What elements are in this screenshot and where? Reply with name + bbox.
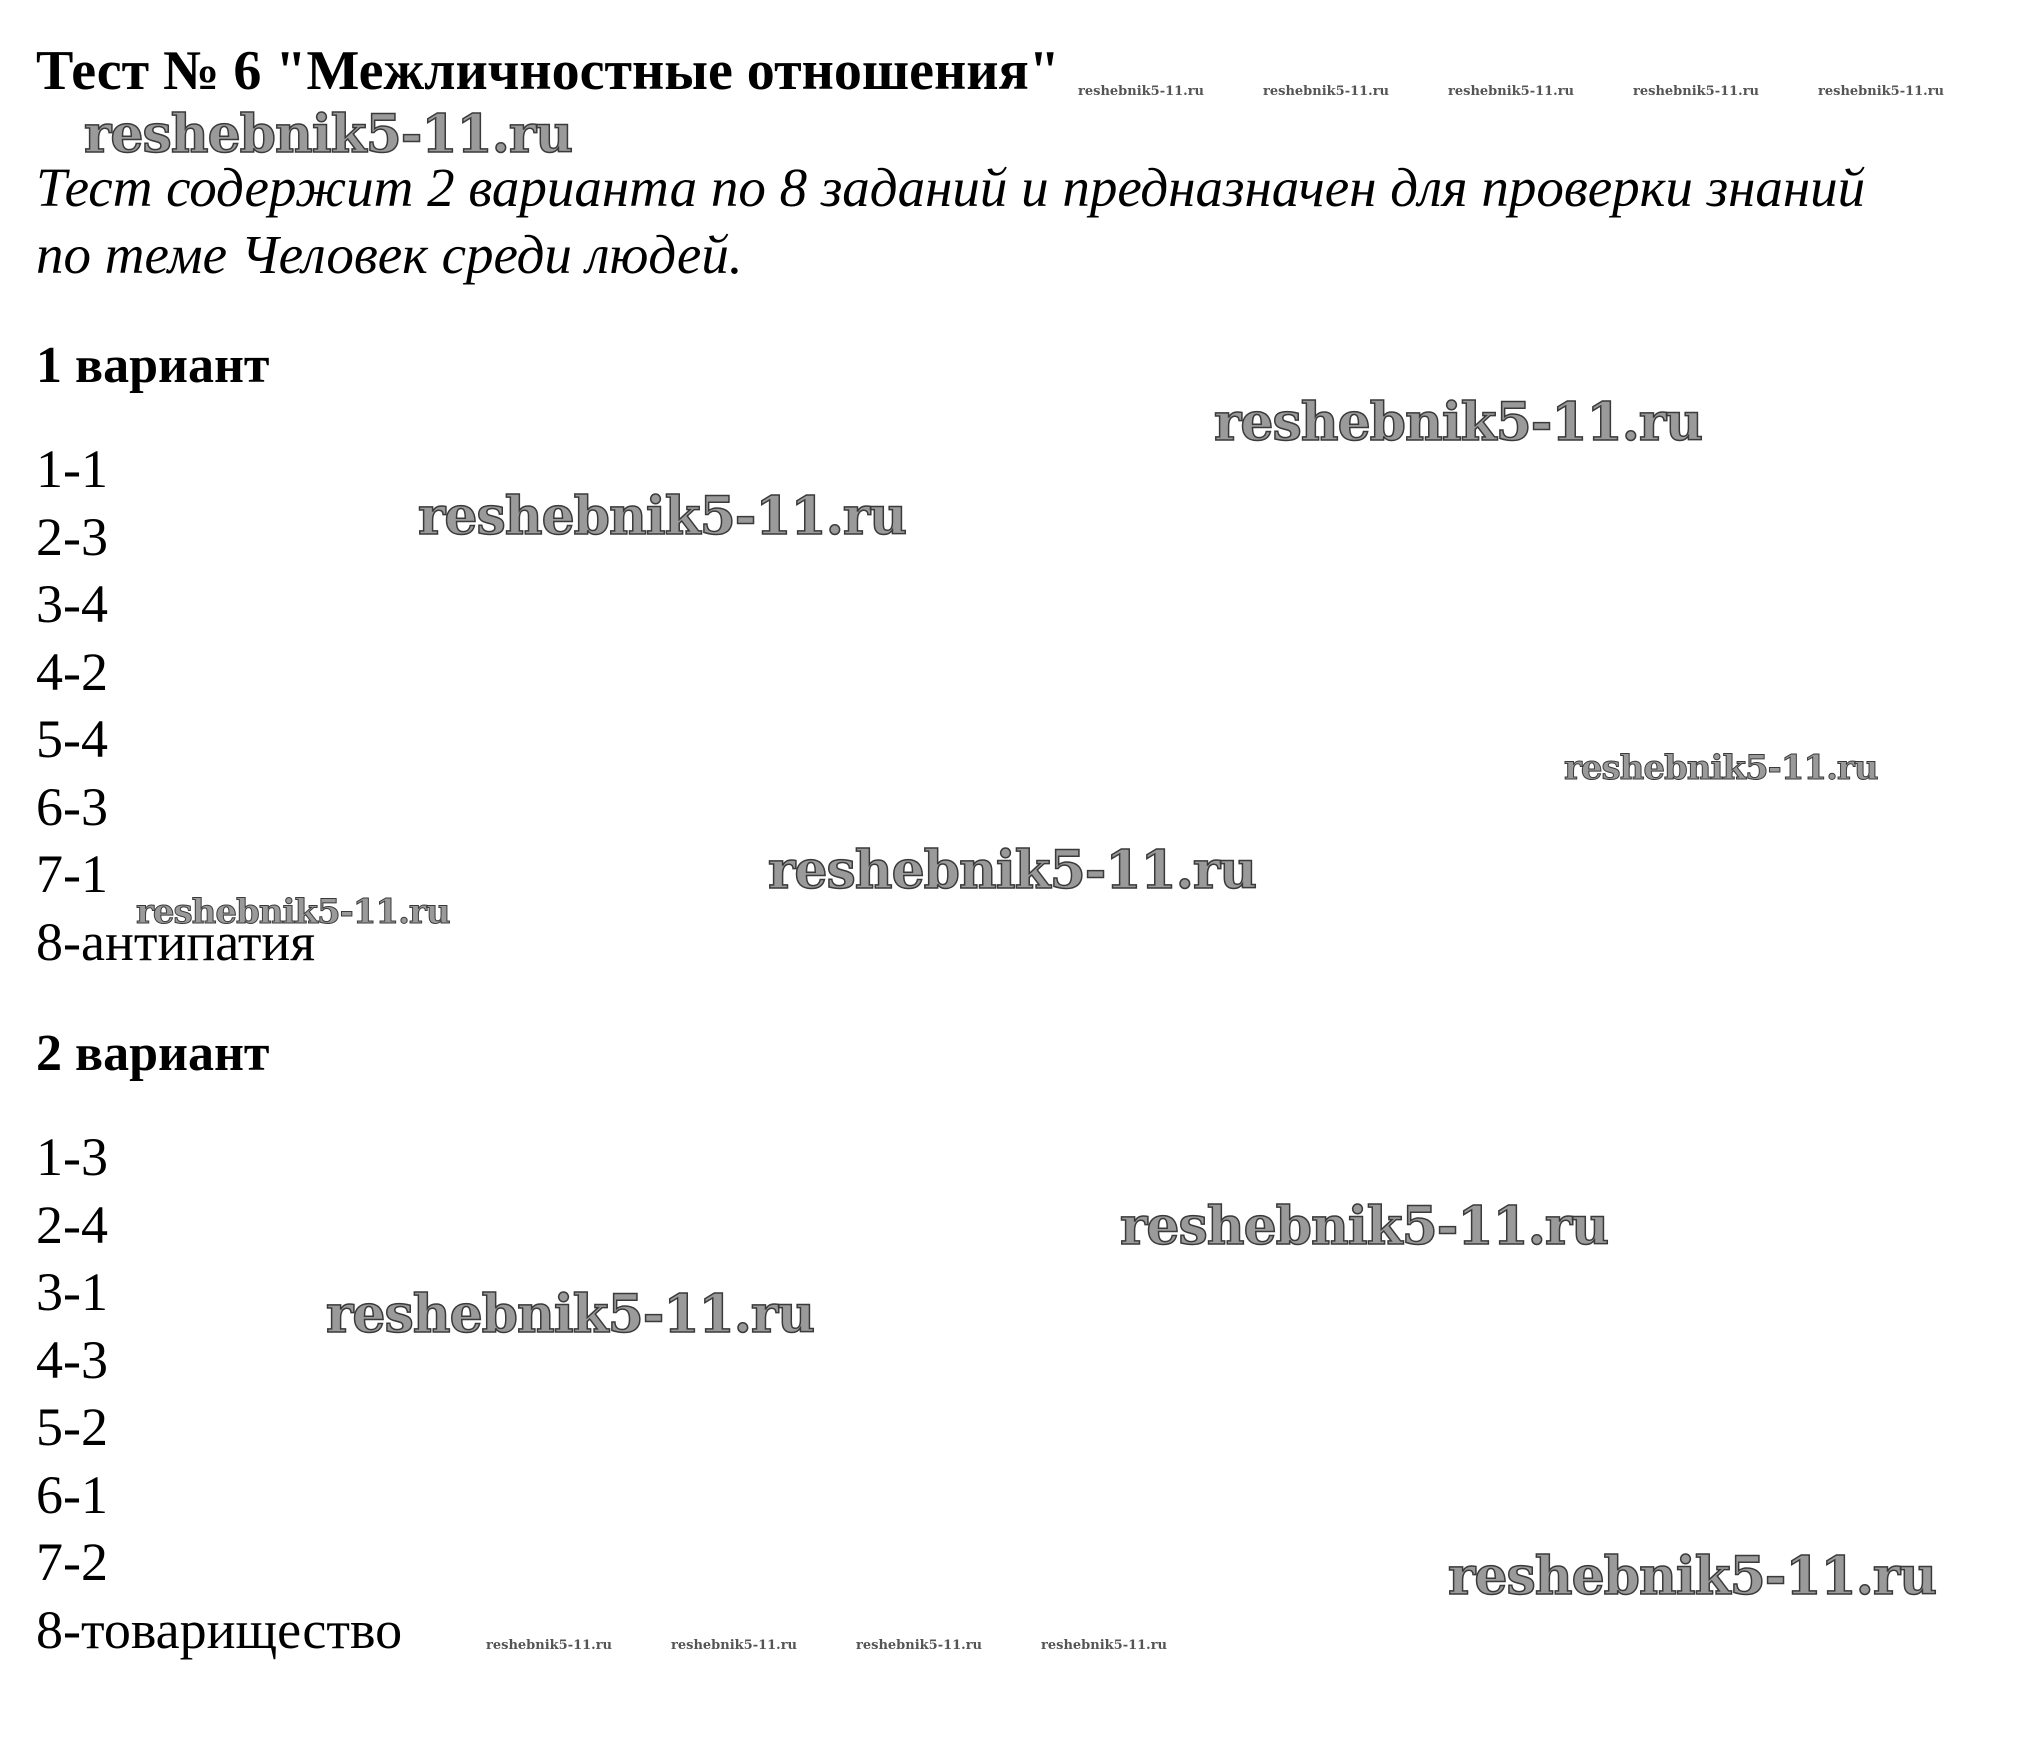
watermark: reshebnik5-11.ru bbox=[84, 104, 573, 165]
watermark: reshebnik5-11.ru bbox=[1263, 84, 1390, 99]
watermark: reshebnik5-11.ru bbox=[1078, 84, 1205, 99]
answer-item: 2-3 bbox=[36, 506, 108, 567]
watermark: reshebnik5-11.ru bbox=[136, 892, 450, 932]
variant-2-answers bbox=[36, 1124, 402, 1664]
answer-item: 8-антипатия bbox=[36, 911, 316, 972]
watermark: reshebnik5-11.ru bbox=[418, 486, 907, 547]
watermark: reshebnik5-11.ru bbox=[768, 840, 1257, 901]
answer-item: 3-4 bbox=[36, 574, 108, 634]
intro-line-1: Тест содержит 2 варианта по 8 заданий и предназначен для проверки знаний bbox=[36, 157, 1866, 218]
variant-1-heading: 1 вариант bbox=[36, 337, 270, 394]
watermark: reshebnik5-11.ru bbox=[1214, 392, 1703, 453]
watermark: reshebnik5-11.ru bbox=[1564, 748, 1878, 788]
answer-item: 6-1 bbox=[36, 1464, 108, 1525]
variant-2-heading: 2 вариант bbox=[36, 1025, 270, 1082]
answer-item: 7-2 bbox=[36, 1532, 108, 1592]
document-title: Тест № 6 "Межличностные отношения" bbox=[36, 40, 1060, 102]
answer-item: 2-4 bbox=[36, 1194, 108, 1255]
watermark: reshebnik5-11.ru bbox=[1041, 1638, 1168, 1653]
answer-item: 1-3 bbox=[36, 1127, 108, 1187]
answer-item: 8-товарищество bbox=[36, 1599, 403, 1660]
answer-item: 6-3 bbox=[36, 776, 108, 837]
answer-item: 5-2 bbox=[36, 1397, 108, 1457]
watermark: reshebnik5-11.ru bbox=[856, 1638, 983, 1653]
watermark: reshebnik5-11.ru bbox=[1120, 1196, 1609, 1257]
document-intro bbox=[36, 154, 2016, 288]
watermark: reshebnik5-11.ru bbox=[486, 1638, 613, 1653]
answer-item: 1-1 bbox=[36, 439, 108, 499]
answer-item: 4-2 bbox=[36, 641, 108, 702]
answer-item: 7-1 bbox=[36, 844, 108, 904]
answer-item: 5-4 bbox=[36, 709, 108, 769]
watermark: reshebnik5-11.ru bbox=[1448, 84, 1575, 99]
watermark: reshebnik5-11.ru bbox=[1448, 1546, 1937, 1607]
watermark: reshebnik5-11.ru bbox=[1818, 84, 1945, 99]
watermark: reshebnik5-11.ru bbox=[1633, 84, 1760, 99]
watermark: reshebnik5-11.ru bbox=[671, 1638, 798, 1653]
answer-item: 4-3 bbox=[36, 1329, 108, 1390]
answer-item: 3-1 bbox=[36, 1262, 108, 1322]
intro-line-2: по теме Человек среди людей. bbox=[36, 224, 743, 285]
watermark: reshebnik5-11.ru bbox=[326, 1284, 815, 1345]
